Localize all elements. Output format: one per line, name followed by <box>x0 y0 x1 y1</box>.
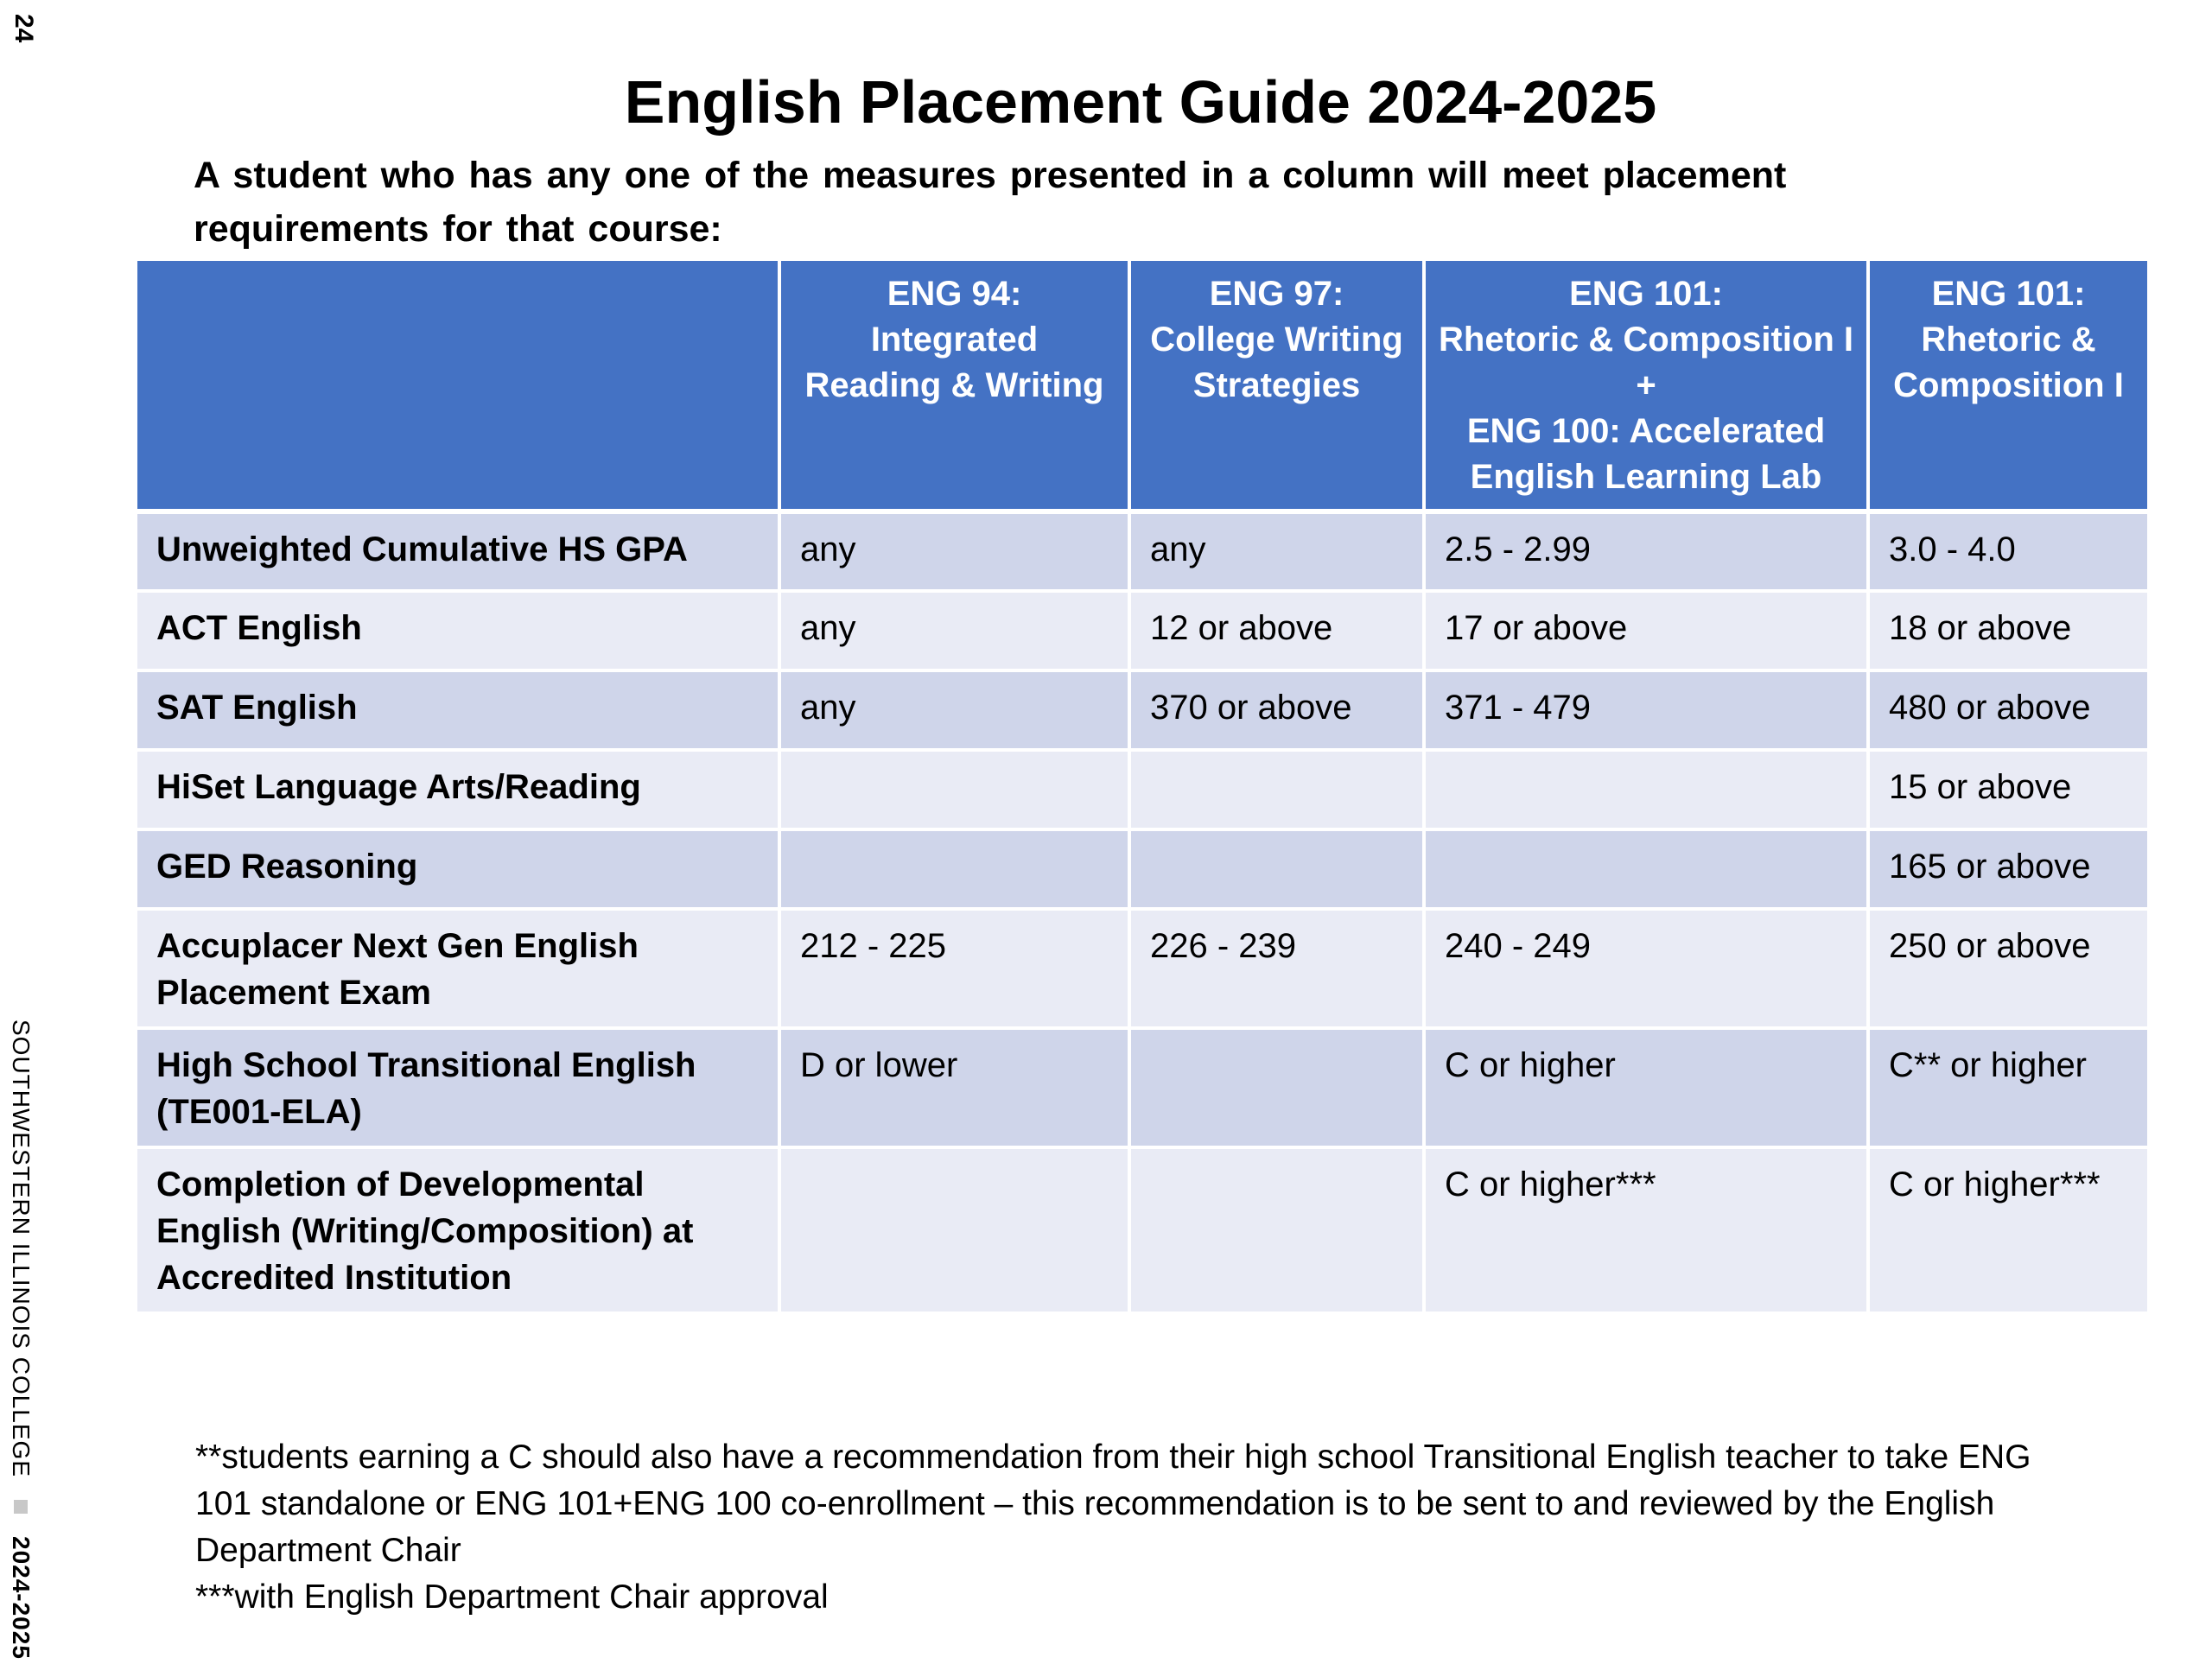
table-row <box>137 591 2147 670</box>
footnote-triple-asterisk: ***with English Department Chair approval <box>195 1578 829 1616</box>
table-cell: 240 - 249 <box>1424 909 1868 1028</box>
table-cell: 3.0 - 4.0 <box>1868 511 2147 591</box>
separator-square-icon <box>14 1500 28 1514</box>
table-row <box>137 750 2147 829</box>
row-label: High School Transitional English (TE001-ELA) <box>137 1028 779 1147</box>
column-header-eng101: ENG 101: Rhetoric & Composition I <box>1868 261 2147 511</box>
table-row <box>137 1147 2147 1313</box>
side-label <box>7 1019 35 1660</box>
side-year: 2024-2025 <box>8 1536 35 1660</box>
table-cell <box>1129 1147 1424 1313</box>
table-row <box>137 909 2147 1028</box>
table-row <box>137 829 2147 909</box>
table-cell: 226 - 239 <box>1129 909 1424 1028</box>
table-cell: 250 or above <box>1868 909 2147 1028</box>
table-header-row <box>137 261 2147 511</box>
table-cell: 12 or above <box>1129 591 1424 670</box>
table-row <box>137 511 2147 591</box>
table-cell: 2.5 - 2.99 <box>1424 511 1868 591</box>
table-row <box>137 670 2147 750</box>
column-header-eng97: ENG 97: College Writing Strategies <box>1129 261 1424 511</box>
table-cell: C or higher*** <box>1424 1147 1868 1313</box>
column-header-eng94: ENG 94: Integrated Reading & Writing <box>779 261 1129 511</box>
table-cell: C or higher <box>1424 1028 1868 1147</box>
row-label: Completion of Developmental English (Writing/Composition) at Accredited Institution <box>137 1147 779 1313</box>
table-cell: 212 - 225 <box>779 909 1129 1028</box>
table-cell: D or lower <box>779 1028 1129 1147</box>
table-cell <box>1129 1028 1424 1147</box>
table-cell: 370 or above <box>1129 670 1424 750</box>
table-cell <box>779 750 1129 829</box>
row-label: HiSet Language Arts/Reading <box>137 750 779 829</box>
table-cell: any <box>1129 511 1424 591</box>
column-header-blank <box>137 261 779 511</box>
page-subtitle: A student who has any one of the measures presented in a column will meet placement requirements for that course: <box>194 155 1787 250</box>
table-cell: C** or higher <box>1868 1028 2147 1147</box>
page-title: English Placement Guide 2024-2025 <box>624 68 1657 136</box>
table-cell <box>1129 750 1424 829</box>
table-cell: any <box>779 591 1129 670</box>
table-cell: 165 or above <box>1868 829 2147 909</box>
row-label: ACT English <box>137 591 779 670</box>
row-label: Unweighted Cumulative HS GPA <box>137 511 779 591</box>
table-cell <box>1424 829 1868 909</box>
table-cell: 480 or above <box>1868 670 2147 750</box>
table-cell <box>1129 829 1424 909</box>
table-row <box>137 1028 2147 1147</box>
college-name: SOUTHWESTERN ILLINOIS COLLEGE <box>8 1019 35 1477</box>
table-cell: 371 - 479 <box>1424 670 1868 750</box>
table-cell: any <box>779 511 1129 591</box>
row-label: GED Reasoning <box>137 829 779 909</box>
footnotes <box>195 1434 2096 1621</box>
table-cell <box>779 1147 1129 1313</box>
row-label: Accuplacer Next Gen English Placement Exam <box>137 909 779 1028</box>
table-cell: C or higher*** <box>1868 1147 2147 1313</box>
page-number: 24 <box>10 14 38 43</box>
table-cell: any <box>779 670 1129 750</box>
table-cell: 18 or above <box>1868 591 2147 670</box>
row-label: SAT English <box>137 670 779 750</box>
placement-table <box>137 261 2147 1315</box>
column-header-eng101-eng100: ENG 101: Rhetoric & Composition I + ENG 100: Accelerated English Learning Lab <box>1424 261 1868 511</box>
table-cell <box>779 829 1129 909</box>
footnote-double-asterisk: **students earning a C should also have a recommendation from their high school Transitional English teacher to take ENG 101 standalone or ENG 101+ENG 100 co-enrollment – this recommendation is to be sent to and reviewed by the English Department Chair <box>195 1439 2031 1569</box>
table-cell <box>1424 750 1868 829</box>
table-cell: 15 or above <box>1868 750 2147 829</box>
table-cell: 17 or above <box>1424 591 1868 670</box>
